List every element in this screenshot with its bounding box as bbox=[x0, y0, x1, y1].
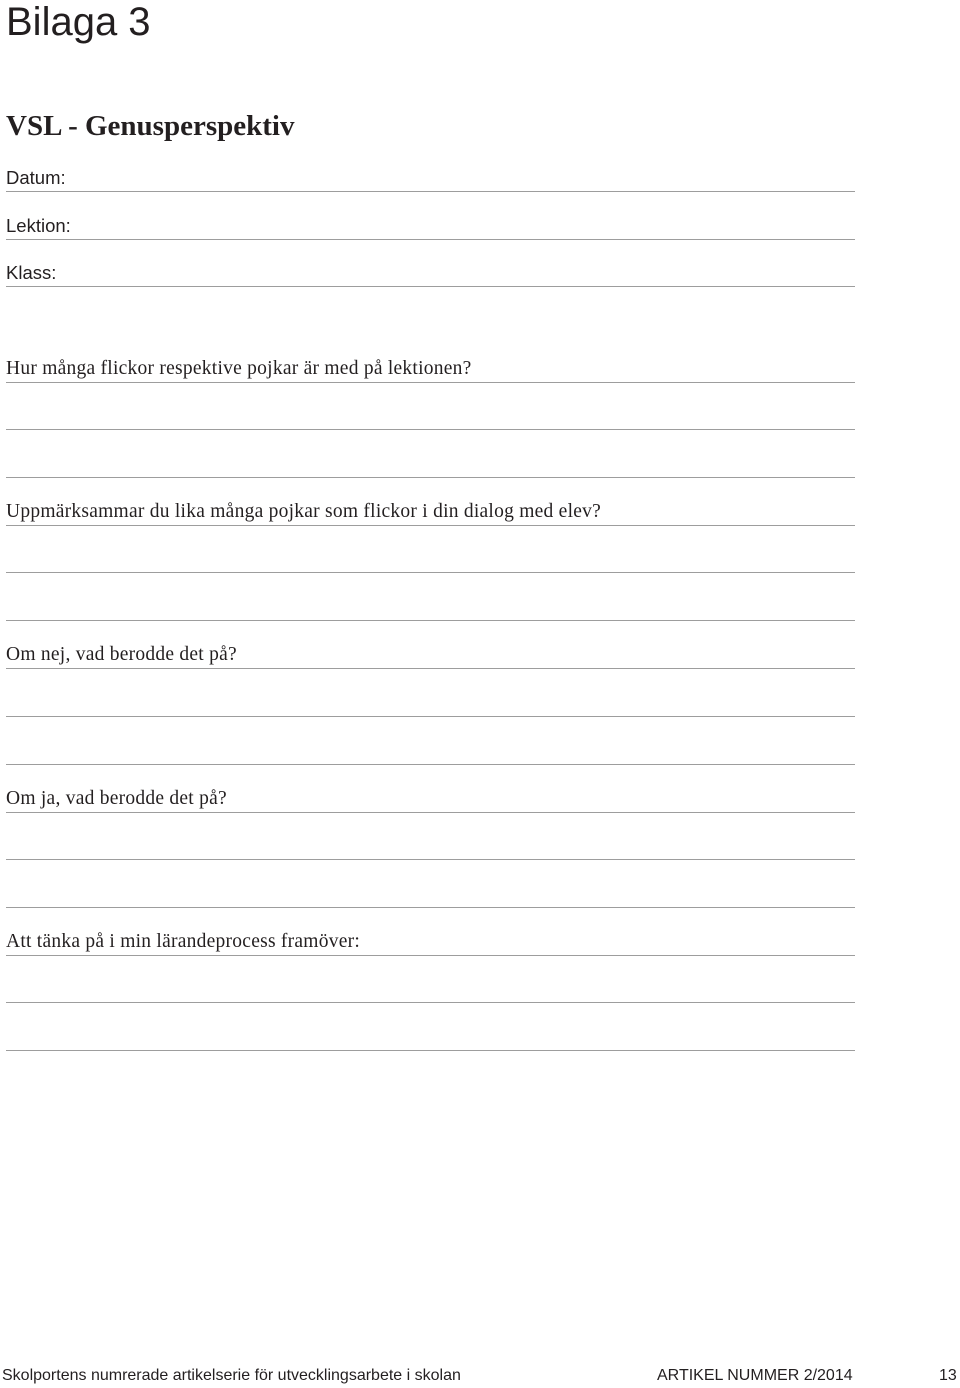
question-5-row[interactable] bbox=[6, 925, 855, 956]
answer-line[interactable] bbox=[6, 572, 855, 573]
answer-line[interactable] bbox=[6, 429, 855, 430]
class-label: Klass: bbox=[6, 262, 57, 283]
page-number: 13 bbox=[939, 1367, 957, 1384]
question-3-text: Om nej, vad berodde det på? bbox=[6, 644, 237, 665]
answer-line[interactable] bbox=[6, 716, 855, 717]
answer-line[interactable] bbox=[6, 620, 855, 621]
question-3-row[interactable] bbox=[6, 638, 855, 669]
appendix-heading: Bilaga 3 bbox=[6, 0, 151, 44]
lesson-label: Lektion: bbox=[6, 215, 71, 236]
answer-line[interactable] bbox=[6, 764, 855, 765]
form-title: VSL - Genusperspektiv bbox=[6, 110, 295, 142]
question-4-text: Om ja, vad berodde det på? bbox=[6, 788, 227, 809]
date-label: Datum: bbox=[6, 167, 66, 188]
lesson-field[interactable] bbox=[6, 209, 855, 240]
footer-article-number: ARTIKEL NUMMER 2/2014 bbox=[657, 1367, 853, 1384]
date-field[interactable] bbox=[6, 161, 855, 192]
answer-line[interactable] bbox=[6, 477, 855, 478]
class-field[interactable] bbox=[6, 256, 855, 287]
question-5-text: Att tänka på i min lärandeprocess framöver: bbox=[6, 931, 361, 952]
question-1-text: Hur många flickor respektive pojkar är med på lektionen? bbox=[6, 358, 472, 379]
answer-line[interactable] bbox=[6, 907, 855, 908]
question-2-row[interactable] bbox=[6, 495, 855, 526]
question-1-row[interactable] bbox=[6, 352, 855, 383]
answer-line[interactable] bbox=[6, 1002, 855, 1003]
page-footer bbox=[0, 1364, 960, 1388]
question-4-row[interactable] bbox=[6, 782, 855, 813]
answer-line[interactable] bbox=[6, 859, 855, 860]
answer-line[interactable] bbox=[6, 1050, 855, 1051]
question-2-text: Uppmärksammar du lika många pojkar som flickor i din dialog med elev? bbox=[6, 501, 602, 522]
footer-series-text: Skolportens numrerade artikelserie för utvecklingsarbete i skolan bbox=[2, 1367, 461, 1384]
